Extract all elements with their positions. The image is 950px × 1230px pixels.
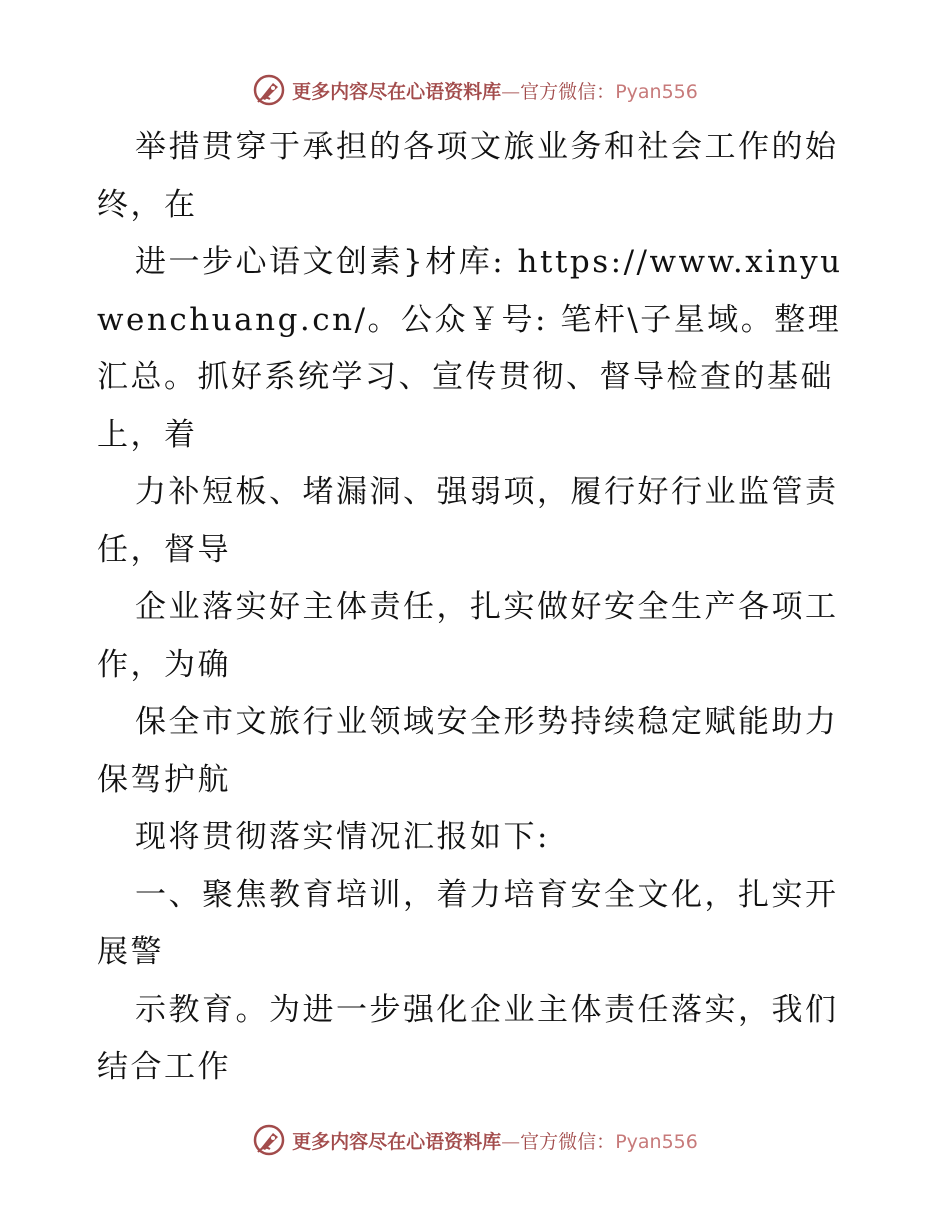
- watermark-brand-name: 更多内容尽在心语资料库: [292, 1130, 502, 1153]
- paragraph: 保全市文旅行业领域安全形势持续稳定赋能助力保驾护航: [97, 704, 839, 798]
- paragraph: 进一步心语文创素}材库: https://www.xinyuwenchuang.cn/。公众￥号: 笔杆\子星域。整理汇总。抓好系统学习、宣传贯彻、督导检查的基础上，着: [97, 244, 843, 453]
- header-watermark: [0, 70, 950, 110]
- watermark-wechat-label: 官方微信：: [520, 80, 616, 103]
- paragraph: 示教育。为进一步强化企业主体责任落实，我们结合工作: [97, 991, 839, 1085]
- pen-nib-logo-icon: [252, 1123, 286, 1157]
- paragraph: 企业落实好主体责任，扎实做好安全生产各项工作，为确: [97, 589, 839, 683]
- watermark-separator: —: [501, 80, 521, 103]
- watermark-wechat-label: 官方微信：: [520, 1130, 616, 1153]
- watermark-wechat-id: Pyan556: [615, 1130, 698, 1153]
- watermark-brand-name: 更多内容尽在心语资料库: [292, 80, 502, 103]
- paragraph: 力补短板、堵漏洞、强弱项，履行好行业监管责任，督导: [97, 474, 839, 568]
- watermark-separator: —: [501, 1130, 521, 1153]
- watermark-text: [292, 1127, 698, 1154]
- watermark-wechat-id: Pyan556: [615, 80, 698, 103]
- watermark-text: [292, 77, 698, 104]
- footer-watermark: [0, 1120, 950, 1160]
- document-body: [97, 119, 857, 1097]
- paragraph: 现将贯彻落实情况汇报如下:: [135, 819, 550, 855]
- paragraph: 一、聚焦教育培训，着力培育安全文化，扎实开展警: [97, 876, 839, 970]
- pen-nib-logo-icon: [252, 73, 286, 107]
- paragraph: 举措贯穿于承担的各项文旅业务和社会工作的始终，在: [97, 129, 839, 223]
